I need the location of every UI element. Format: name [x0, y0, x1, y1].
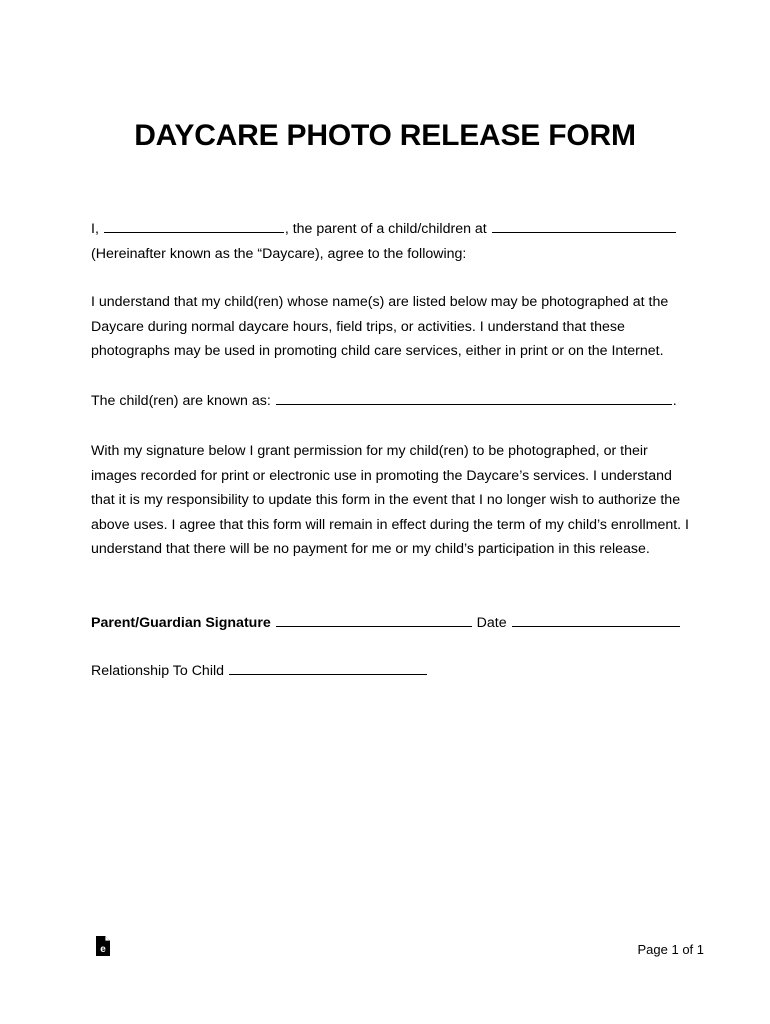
relationship-label: Relationship To Child [91, 663, 225, 679]
relationship-field[interactable] [229, 660, 427, 675]
date-field[interactable] [512, 612, 680, 627]
intro-parent-text: , the parent of a child/children at [284, 221, 487, 237]
intro-hereinafter: (Hereinafter known as the “Daycare), agree to the following: [91, 245, 467, 262]
paragraph-2-line: With my signature below I grant permission for my child(ren) to be photographed, or their [91, 443, 648, 459]
signature-line [91, 611, 691, 636]
children-end: . [672, 393, 677, 409]
intro-line-1 [91, 217, 691, 242]
relationship-line [91, 659, 691, 684]
paragraph-1-line: photographs may be used in promoting child care services, either in print or on the Internet. [91, 343, 664, 360]
children-names-field[interactable] [276, 390, 672, 405]
paragraph-2-line: images recorded for print or electronic use in promoting the Daycare’s services. I understand [91, 467, 672, 484]
paragraph-2-line: above uses. I agree that this form will remain in effect during the term of my child’s enrollment. I [91, 516, 689, 533]
relationship-block [91, 659, 691, 684]
children-block [91, 389, 691, 414]
document-title: DAYCARE PHOTO RELEASE FORM [134, 119, 636, 152]
children-line [91, 389, 691, 414]
paragraph-2 [91, 439, 691, 562]
signature-label: Parent/Guardian Signature [91, 615, 271, 631]
svg-text:e: e [100, 944, 106, 955]
intro-i-prefix: I, [91, 221, 99, 237]
date-label: Date [476, 615, 507, 631]
signature-block [91, 611, 691, 636]
paragraph-1 [91, 290, 691, 364]
intro-block [91, 217, 691, 266]
daycare-name-field[interactable] [492, 218, 676, 233]
paragraph-1-line: Daycare during normal daycare hours, field trips, or activities. I understand that these [91, 318, 625, 335]
paragraph-1-line: I understand that my child(ren) whose name(s) are listed below may be photographed at the [91, 294, 669, 310]
eforms-logo-icon [95, 935, 111, 957]
parent-name-field[interactable] [104, 218, 284, 233]
page-number: Page 1 of 1 [637, 942, 704, 957]
children-label: The child(ren) are known as: [91, 393, 271, 409]
paragraph-2-line: understand that there will be no payment for me or my child’s participation in this release. [91, 541, 650, 558]
paragraph-2-line: that it is my responsibility to update this form in the event that I no longer wish to authorize the [91, 492, 681, 509]
signature-field[interactable] [276, 612, 472, 627]
